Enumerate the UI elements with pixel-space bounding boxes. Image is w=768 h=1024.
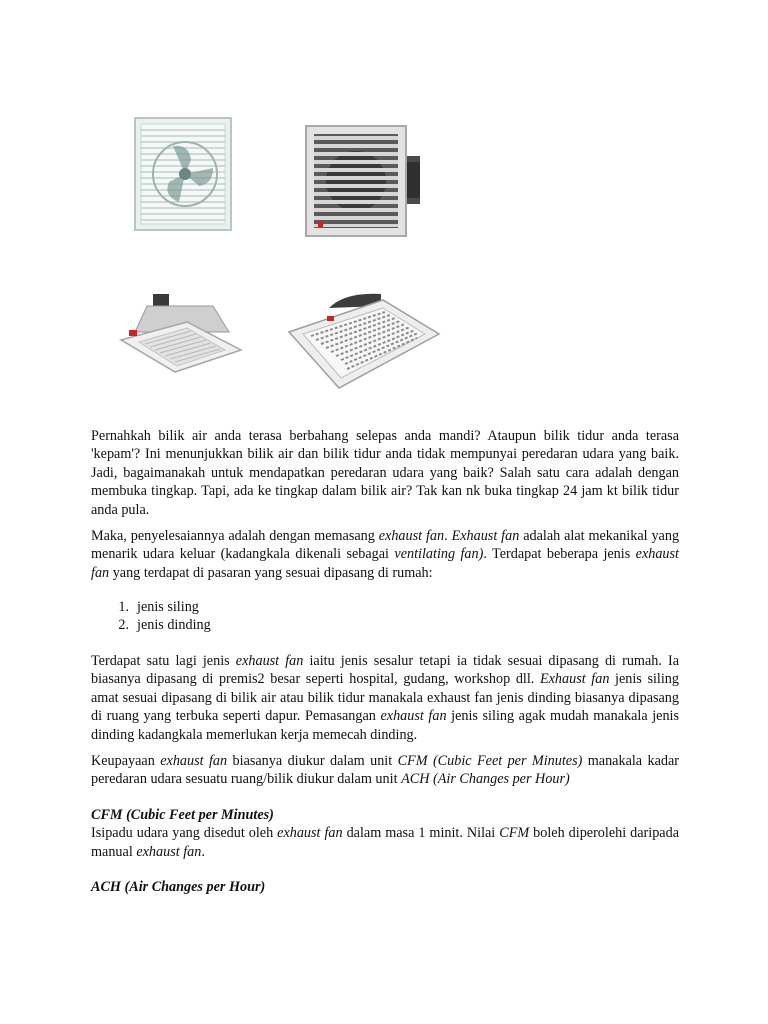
paragraph-exhaust-fan-definition: Maka, penyelesaiannya adalah dengan memasang exhaust fan. Exhaust fan adalah alat mekanikal yang menarik udara keluar (kadangkala dikenali sebagai ventilating fan). Terdapat beberapa jenis exhaust fan yang terdapat di pasaran yang sesuai dipasang di rumah: <box>91 528 680 581</box>
cfm-heading: CFM (Cubic Feet per Minutes) <box>91 807 274 823</box>
ceiling-fan-small-icon <box>117 292 245 387</box>
ceiling-exhaust-fan-grille-image <box>285 290 443 393</box>
wall-exhaust-fan-shutter-image <box>300 122 425 240</box>
paragraph-fan-types-detail: Terdapat satu lagi jenis exhaust fan iaitu jenis sesalur tetapi ia tidak sesuai dipasang di rumah. Ia biasanya dipasang di premis2 besar seperti hospital, gudang, workshop dll. Exhaust fan jenis siling amat sesuai dipasang di bilik air atau bilik tidur manakala exhaust fan jenis dinding biasanya dipasang di ruang yang terbuka seperti dapur. Pemasangan exhaust fan jenis siling agak mudah manakala jenis dinding kadangkala memerlukan kerja memecah dinding. <box>91 653 680 743</box>
wall-exhaust-fan-white-louvred-image <box>133 110 233 240</box>
section-ach <box>91 878 679 896</box>
wall-exhaust-fan-icon <box>133 110 233 240</box>
paragraph-intro: Pernahkah bilik air anda terasa berbahang selepas anda mandi? Ataupun bilik tidur anda terasa 'kepam'? Ini menunjukkan bilik air dan bilik tidur anda tidak mempunyai peredaran udara yang baik. Jadi, bagaimanakah untuk mendapatkan peredaran udara yang baik? Salah satu cara adalah dengan membuka tingkap. Tapi, ada ke tingkap dalam bilik air? Tak kan nk buka tingkap 24 jam kt bilik tidur anda pula. <box>91 428 679 518</box>
ceiling-fan-grille-icon <box>285 290 443 393</box>
shutter-fan-icon <box>300 122 425 240</box>
list-item: 1. jenis siling <box>118 599 199 615</box>
paragraph-capacity: Keupayaan exhaust fan biasanya diukur dalam unit CFM (Cubic Feet per Minutes) manakala kadar peredaran udara sesuatu ruang/bilik diukur dalam unit ACH (Air Changes per Hour) <box>91 753 680 788</box>
ach-heading: ACH (Air Changes per Hour) <box>91 879 266 895</box>
list-item: 2. jenis dinding <box>118 617 211 634</box>
article-body <box>91 427 679 519</box>
section-cfm <box>91 806 679 861</box>
ceiling-exhaust-fan-small-image <box>117 292 245 387</box>
fan-type-list <box>91 598 679 635</box>
cfm-definition: Isipadu udara yang disedut oleh exhaust fan dalam masa 1 minit. Nilai CFM boleh diperolehi daripada manual exhaust fan. <box>91 825 679 860</box>
